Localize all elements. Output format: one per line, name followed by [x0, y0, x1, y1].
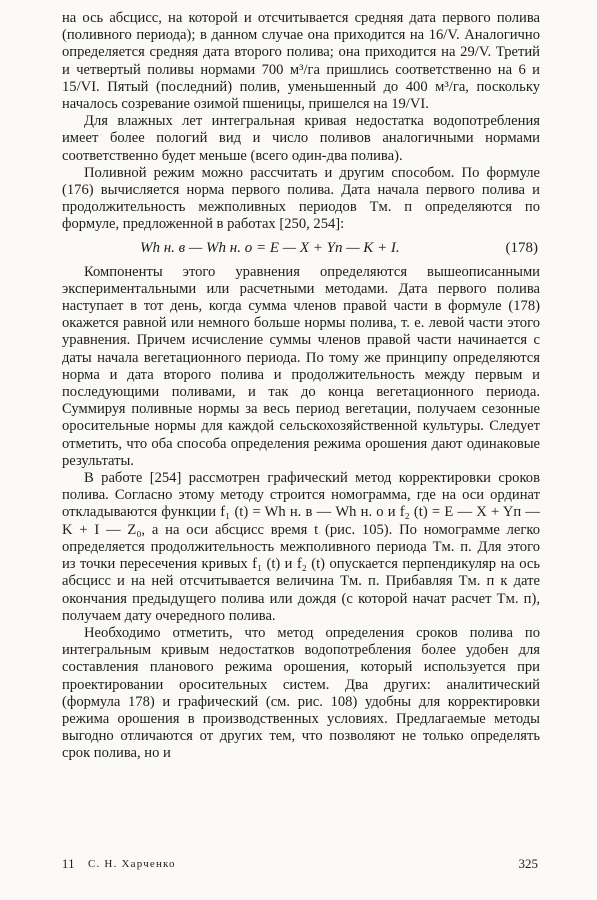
page-number: 325 [518, 856, 538, 871]
signature-mark: 11 [62, 857, 76, 871]
paragraph-6: Необходимо отметить, что метод определения сроков полива по интегральным кривым недостатков водопотребления более удобен для составления планового режима орошения, который используется при проектировании оросительных систем. Два других: аналитический (формула 178) и графический (см. рис. 108) удобны для корректировки режима орошения в производственных условиях. Предлагаемые методы выгодно отличаются от других тем, что позволяют не только определять срок полива, но и [62, 624, 540, 762]
paragraph-2: Для влажных лет интегральная кривая недостатка водопотребления имеет более пологий вид и число поливов аналогичными нормами соответственно будет меньше (всего один-два полива). [62, 113, 540, 164]
formula-expression: Wh н. в — Wh н. о = E — X + Yп — K + I. [140, 239, 400, 256]
formula-number: (178) [505, 239, 538, 256]
paragraph-3: Поливной режим можно рассчитать и другим способом. По формуле (176) вычисляется норма первого полива. Дата начала первого полива и продолжительность межполивных периодов Tм. п определяются по формуле, предложенной в работах [250, 254]: [62, 164, 540, 233]
author-name: С. Н. Харченко [88, 858, 176, 870]
formula-178 [62, 236, 540, 260]
body-text [62, 10, 540, 763]
paragraph-1: на ось абсцисс, на которой и отсчитывается средняя дата первого полива (поливного периода); в данном случае она приходится на 16/V. Аналогично определяется средняя дата второго полива; она приходится на 29/V. Третий и четвертый поливы нормами 700 м³/га пришлись соответственно на 6 и 15/VI. Пятый (последний) полив, уменьшенный до 400 м³/га, поскольку началось созревание озимой пшеницы, пришелся на 19/VI. [62, 10, 540, 113]
page-footer [62, 854, 540, 874]
paragraph-4: Компоненты этого уравнения определяются вышеописанными экспериментальными или расчетными методами. Дата первого полива наступает в тот день, когда сумма членов правой части в формуле (178) окажется равной или немного больше нормы полива, т. е. левой части этого уравнения. Причем исчисление суммы членов правой части начинается с даты начала вегетационного периода. По тому же принципу определяются норма и дата второго полива и продолжительность между первым и последующими поливами, и так до конца вегетационного периода. Суммируя поливные нормы за весь период вегетации, получаем сезонные оросительные нормы для каждой сельскохозяйственной культуры. Следует отметить, что оба способа определения режима орошения дают одинаковые результаты. [62, 263, 540, 469]
paragraph-5: В работе [254] рассмотрен графический метод корректировки сроков полива. Согласно этому методу строится номограмма, где на оси ординат откладываются функции f₁ (t) = Wh н. в — Wh н. о и f₂ (t) = E — X + Yп — K + I — Z₀, а на оси абсцисс время t (рис. 105). По номограмме легко определяется продолжительность межполивного периода Tм. п. Для этого из точки пересечения кривых f₁ (t) и f₂ (t) опускается перпендикуляр на ось абсцисс и на ней отсчитывается величина Tм. п. Прибавляя Tм. п к дате окончания предыдущего полива или дождя (с которой начат расчет Tм. п), получаем дату очередного полива. [62, 470, 540, 624]
